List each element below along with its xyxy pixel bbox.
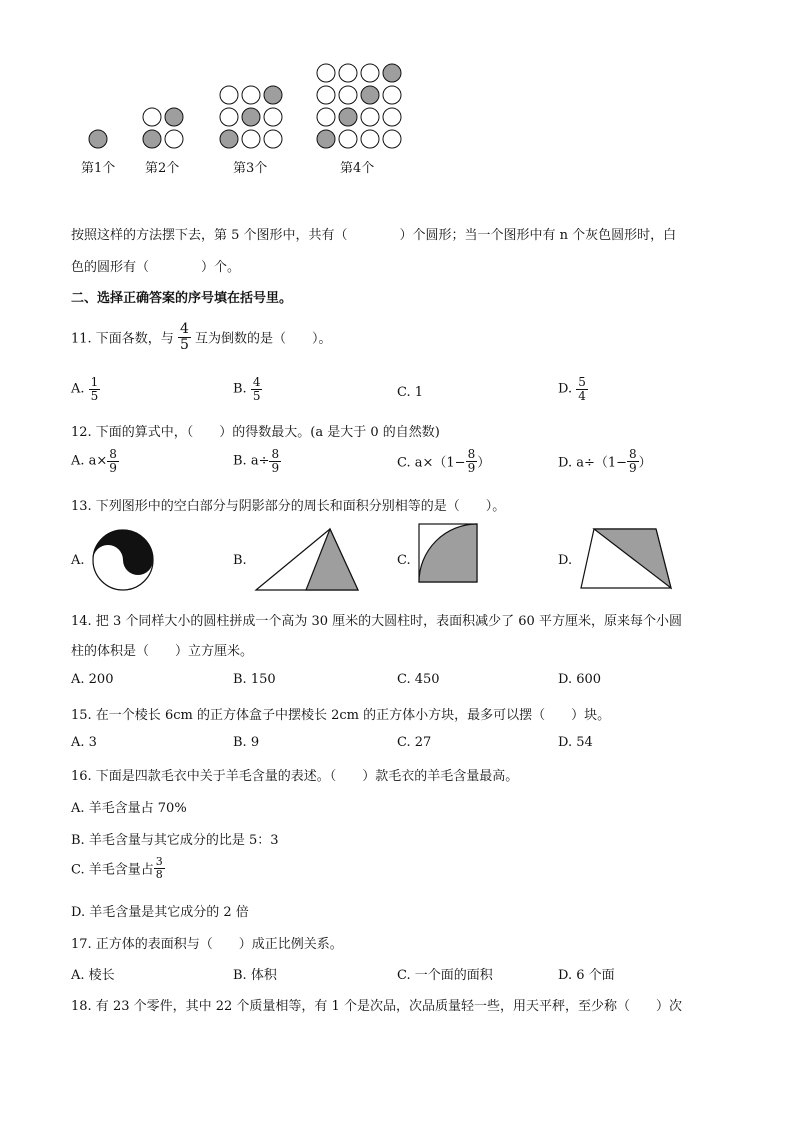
white-circle (361, 130, 379, 148)
q11-option-d[interactable]: D. $\frac{5}{4}$ (558, 375, 586, 403)
white-circle (220, 86, 238, 104)
question-15: 15. 在一个棱长 6cm 的正方体盒子中摆棱长 2cm 的正方体小方块，最多可以摆（ ）块。 (71, 708, 611, 723)
white-circle (264, 108, 282, 126)
question-11 (71, 322, 332, 352)
question-13: 13. 下列图形中的空白部分与阴影部分的周长和面积分别相等的是（ ）。 (71, 499, 506, 514)
q12-option-c[interactable]: C. a×（1− $\frac{8}{9}$ ） (397, 447, 491, 475)
question-12: 12. 下面的算式中，（ ）的得数最大。(a 是大于 0 的自然数) (71, 425, 440, 440)
white-circle (383, 86, 401, 104)
pattern-label-1: 第1个 (81, 161, 116, 176)
q12-option-d[interactable]: D. a÷（1− $\frac{8}{9}$ ） (558, 447, 652, 475)
gray-circle (264, 86, 282, 104)
question-14-line1: 14. 把 3 个同样大小的圆柱拼成一个高为 30 厘米的大圆柱时，表面积减少了 60 平方厘米，原来每个小圆 (71, 614, 682, 629)
white-circle (317, 64, 335, 82)
gray-circle (165, 108, 183, 126)
question-16: 16. 下面是四款毛衣中关于羊毛含量的表述。（ ）款毛衣的羊毛含量最高。 (71, 769, 519, 784)
white-circle (264, 130, 282, 148)
gray-circle (242, 108, 260, 126)
q13-figure-d-trapezoid (580, 528, 672, 590)
q16-option-c[interactable]: C. 羊毛含量占 $\frac{3}{8}$ (71, 855, 163, 881)
q14-option-b[interactable]: B. 150 (233, 672, 276, 687)
white-circle (339, 130, 357, 148)
q14-option-a[interactable]: A. 200 (71, 672, 114, 687)
q15-option-a[interactable]: A. 3 (71, 735, 97, 750)
q13-option-a-label[interactable]: A. (71, 553, 85, 568)
gray-circle (220, 130, 238, 148)
q13-figure-c-quarter-circle (418, 523, 478, 583)
gray-circle (339, 108, 357, 126)
white-circle (317, 86, 335, 104)
pattern-question-line1: 按照这样的方法摆下去，第 5 个图形中，共有（ ）个圆形；当一个图形中有 n 个灰色圆形时，白 (71, 228, 677, 243)
q11-suffix: 互为倒数的是（ ）。 (195, 331, 332, 347)
white-circle (383, 108, 401, 126)
white-circle (242, 86, 260, 104)
q13-option-c-label[interactable]: C. (397, 553, 411, 568)
q13-figure-b-triangle (255, 528, 359, 592)
white-circle (339, 64, 357, 82)
q14-option-c[interactable]: C. 450 (397, 672, 440, 687)
q17-option-b[interactable]: B. 体积 (233, 968, 277, 983)
white-circle (361, 64, 379, 82)
q12-option-b[interactable]: B. a÷ $\frac{8}{9}$ (233, 447, 280, 475)
q12-option-a[interactable]: A. a× $\frac{8}{9}$ (71, 447, 117, 475)
q15-option-c[interactable]: C. 27 (397, 735, 432, 750)
q16-option-b[interactable]: B. 羊毛含量与其它成分的比是 5：3 (71, 833, 279, 848)
q15-option-d[interactable]: D. 54 (558, 735, 593, 750)
gray-circle (89, 130, 107, 148)
white-circle (339, 86, 357, 104)
pattern-question-line2: 色的圆形有（ ）个。 (71, 260, 241, 275)
q11-option-b[interactable]: B. $\frac{4}{5}$ (233, 375, 261, 403)
q15-option-b[interactable]: B. 9 (233, 735, 260, 750)
q17-option-d[interactable]: D. 6 个面 (558, 968, 615, 983)
q11-option-a[interactable]: A. $\frac{1}{5}$ (71, 375, 99, 403)
gray-circle (317, 130, 335, 148)
q13-option-b-label[interactable]: B. (233, 553, 247, 568)
q13-figure-a-yinyang (92, 529, 154, 591)
white-circle (361, 108, 379, 126)
q14-option-d[interactable]: D. 600 (558, 672, 602, 687)
q11-prefix: 11. 下面各数，与 (71, 331, 174, 347)
q11-fraction: $\frac{4}{5}$ (179, 321, 189, 353)
white-circle (220, 108, 238, 126)
white-circle (143, 108, 161, 126)
question-18: 18. 有 23 个零件，其中 22 个质量相等，有 1 个是次品，次品质量轻一些，用天平秤，至少称（ ）次 (71, 999, 682, 1014)
q17-option-c[interactable]: C. 一个面的面积 (397, 968, 493, 983)
section-title: 二、选择正确答案的序号填在括号里。 (71, 291, 293, 306)
question-17: 17. 正方体的表面积与（ ）成正比例关系。 (71, 937, 343, 952)
pattern-label-3: 第3个 (233, 161, 268, 176)
gray-circle (361, 86, 379, 104)
gray-circle (383, 64, 401, 82)
q17-option-a[interactable]: A. 棱长 (71, 968, 115, 983)
white-circle (317, 108, 335, 126)
q11-option-c[interactable]: C. 1 (397, 385, 424, 400)
gray-circle (143, 130, 161, 148)
white-circle (242, 130, 260, 148)
white-circle (165, 130, 183, 148)
question-14-line2: 柱的体积是（ ）立方厘米。 (71, 644, 254, 659)
q16-option-d[interactable]: D. 羊毛含量是其它成分的 2 倍 (71, 905, 249, 920)
white-circle (383, 130, 401, 148)
pattern-label-2: 第2个 (145, 161, 180, 176)
q16-option-a[interactable]: A. 羊毛含量占 70% (71, 801, 187, 816)
q13-option-d-label[interactable]: D. (558, 553, 573, 568)
circle-pattern-figure (0, 0, 794, 160)
pattern-label-4: 第4个 (340, 161, 375, 176)
